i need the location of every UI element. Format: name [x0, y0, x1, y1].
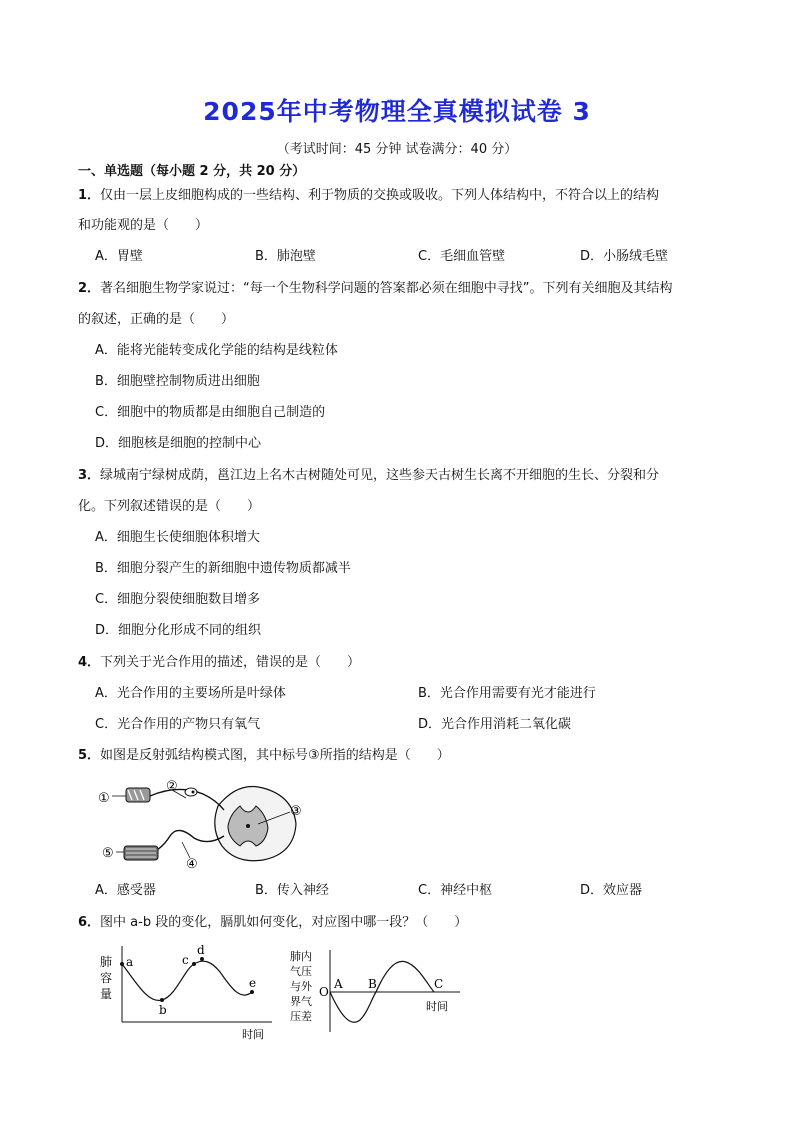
effector-shape: [124, 846, 158, 860]
label-5: ⑤: [102, 846, 114, 861]
question-number: 2．: [78, 281, 101, 296]
option-c[interactable]: C．光合作用的产物只有氧气: [95, 717, 261, 732]
section-heading: 一、单选题（每小题 2 分，共 20 分）: [78, 164, 306, 179]
option-c[interactable]: C．细胞分裂使细胞数目增多: [95, 592, 261, 607]
option-d[interactable]: D．光合作用消耗二氧化碳: [418, 717, 572, 732]
label-3: ③: [290, 804, 302, 819]
origin-label: O: [319, 985, 329, 999]
question-number: 6．: [78, 915, 101, 930]
question-1-stem: 1．仅由一层上皮细胞构成的一些结构、利于物质的交换或吸收。下列人体结构中，不符合以上的结构: [78, 188, 660, 203]
option-a[interactable]: A．细胞生长使细胞体积增大: [95, 530, 260, 545]
option-a[interactable]: A．胃壁: [95, 249, 143, 264]
question-2-stem: 2．著名细胞生物学家说过：“每一个生物科学问题的答案都必须在细胞中寻找”。下列有关细胞及其结构: [78, 281, 673, 296]
label-2: ②: [166, 779, 178, 794]
point-label: A: [334, 977, 343, 991]
option-c[interactable]: C．细胞中的物质都是由细胞自己制造的: [95, 405, 326, 420]
question-6-stem: 6．图中 a-b 段的变化，膈肌如何变化，对应图中哪一段？（ ）: [78, 915, 468, 930]
option-d[interactable]: D．效应器: [580, 883, 643, 898]
reflex-arc-figure: [98, 776, 313, 871]
xlabel: 时间: [426, 1000, 448, 1013]
ylabel-part: 肺内: [290, 950, 312, 963]
lung-volume-graph: [96, 942, 276, 1042]
ylabel-part: 气压: [290, 965, 312, 978]
question-5-stem: 5．如图是反射弧结构模式图，其中标号③所指的结构是（ ）: [78, 748, 450, 763]
option-a[interactable]: A．能将光能转变成化学能的结构是线粒体: [95, 343, 338, 358]
exam-info: （考试时间：45 分钟 试卷满分：40 分）: [276, 142, 518, 157]
question-number: 1．: [78, 188, 101, 203]
question-number: 5．: [78, 748, 101, 763]
option-a[interactable]: A．感受器: [95, 883, 156, 898]
point-label: c: [182, 953, 189, 967]
option-d[interactable]: D．细胞分化形成不同的组织: [95, 623, 262, 638]
option-b[interactable]: B．细胞分裂产生的新细胞中遗传物质都减半: [95, 561, 351, 576]
point-label: a: [126, 955, 134, 969]
point-label: C: [434, 977, 444, 991]
question-number: 3．: [78, 468, 101, 483]
ylabel-char: 容: [100, 971, 113, 985]
question-2-stem-cont: 的叙述，正确的是（ ）: [78, 312, 235, 327]
option-b[interactable]: B．光合作用需要有光才能进行: [418, 686, 596, 701]
question-1-stem-cont: 和功能观的是（ ）: [78, 218, 209, 233]
label-4: ④: [186, 857, 198, 871]
option-d[interactable]: D．小肠绒毛壁: [580, 249, 669, 264]
ylabel-part: 与外: [290, 980, 312, 993]
point-label: d: [197, 943, 205, 957]
ylabel-part: 界气: [290, 995, 312, 1008]
option-d[interactable]: D．细胞核是细胞的控制中心: [95, 436, 262, 451]
receptor-shape: [126, 788, 150, 802]
point-label: b: [159, 1003, 167, 1017]
option-c[interactable]: C．毛细血管壁: [418, 249, 506, 264]
label-1: ①: [98, 791, 110, 806]
ylabel-char: 肺: [100, 955, 113, 969]
option-b[interactable]: B．细胞壁控制物质进出细胞: [95, 374, 260, 389]
ylabel-char: 量: [100, 987, 113, 1001]
option-b[interactable]: B．传入神经: [255, 883, 329, 898]
option-c[interactable]: C．神经中枢: [418, 883, 493, 898]
ylabel-part: 压差: [290, 1010, 312, 1023]
question-4-stem: 4．下列关于光合作用的描述，错误的是（ ）: [78, 655, 361, 670]
point-label: e: [249, 976, 257, 990]
pressure-difference-graph: [288, 946, 463, 1042]
option-b[interactable]: B．肺泡壁: [255, 249, 316, 264]
point-label: B: [368, 977, 377, 991]
question-3-stem-cont: 化。下列叙述错误的是（ ）: [78, 499, 261, 514]
page-title: 2025年中考物理全真模拟试卷 3: [203, 97, 591, 126]
option-a[interactable]: A．光合作用的主要场所是叶绿体: [95, 686, 286, 701]
xlabel: 时间: [242, 1028, 264, 1041]
question-number: 4．: [78, 655, 101, 670]
question-3-stem: 3．绿城南宁绿树成荫，邕江边上名木古树随处可见，这些参天古树生长离不开细胞的生长、分裂和分: [78, 468, 660, 483]
